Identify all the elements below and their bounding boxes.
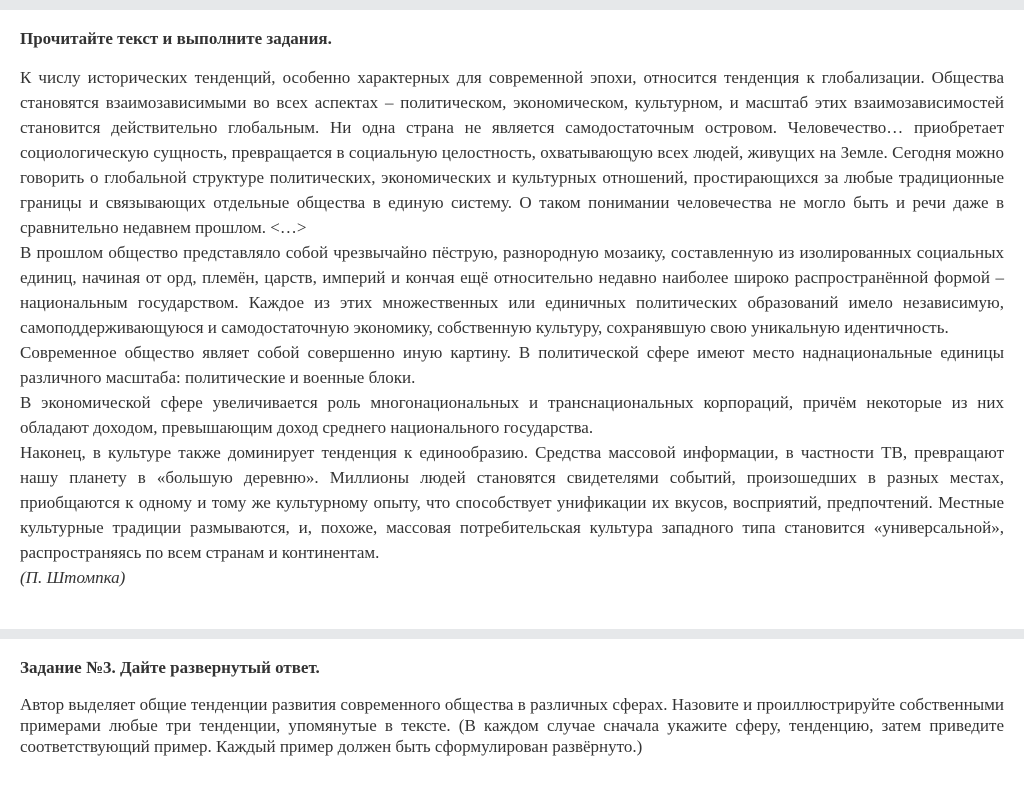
reading-text: [20, 65, 1004, 590]
instruction-heading: Прочитайте текст и выполните задания.: [20, 29, 332, 48]
paragraph-economic-sphere: В экономической сфере увеличивается роль многонациональных и транснациональных корпораций, причём некоторые из них обладают доходом, превышающим доход среднего национального государства.: [20, 393, 1004, 437]
paragraph-past-society: В прошлом общество представляло собой чрезвычайно пёструю, разнородную мозаику, составленную из изолированных социальных единиц, начиная от орд, племён, царств, империй и кончая ещё относительно недавно наиболее широко распространённой формой – национальным государством. Каждое из этих множественных или единичных политических образований имело независимую, самоподдерживающуюся и самодостаточную экономику, собственную культуру, сохранявшую свою уникальную идентичность.: [20, 243, 1004, 337]
task-title: Задание №3. Дайте развернутый ответ.: [20, 658, 320, 677]
reading-instruction: [20, 29, 1004, 49]
top-divider-band: [0, 0, 1024, 10]
paragraph-political-sphere: Современное общество являет собой совершенно иную картину. В политической сфере имеют место наднациональные единицы различного масштаба: политические и военные блоки.: [20, 343, 1004, 387]
author-attribution: (П. Штомпка): [20, 568, 126, 587]
paragraph-cultural-sphere: Наконец, в культуре также доминирует тенденция к единообразию. Средства массовой информации, в частности ТВ, превращают нашу планету в «большую деревню». Миллионы людей становятся свидетелями событий, произошедших в разных местах, приобщаются к одному и тому же культурному опыту, что способствует унификации их вкусов, восприятий, предпочтений. Местные культурные традиции размываются, и, похоже, массовая потребительская культура западного типа становится «универсальной», распространяясь по всем странам и континентам.: [20, 443, 1004, 562]
task-description: Автор выделяет общие тенденции развития современного общества в различных сферах. Назовите и проиллюстрируйте собственными примерами любые три тенденции, упомянутые в тексте. (В каждом случае сначала укажите сферу, тенденцию, затем приведите соответствующий пример. Каждый пример должен быть сформулирован развёрнуто.): [20, 695, 1004, 756]
paragraph-globalization: К числу исторических тенденций, особенно характерных для современной эпохи, относится тенденция к глобализации. Общества становятся взаимозависимыми во всех аспектах – политическом, экономическом, культурном, и масштаб этих взаимозависимостей становится действительно глобальным. Ни одна страна не является самодостаточным островом. Человечество… приобретает социологическую сущность, превращается в социальную целостность, охватывающую всех людей, живущих на Земле. Сегодня можно говорить о глобальной структуре политических, экономических и культурных отношений, простирающихся за любые традиционные границы и связывающих отдельные общества в единую систему. О таком понимании человечества не могло быть и речи даже в сравнительно недавнем прошлом. <…>: [20, 68, 1004, 237]
task-section: [20, 658, 1004, 757]
section-divider-band: [0, 629, 1024, 639]
